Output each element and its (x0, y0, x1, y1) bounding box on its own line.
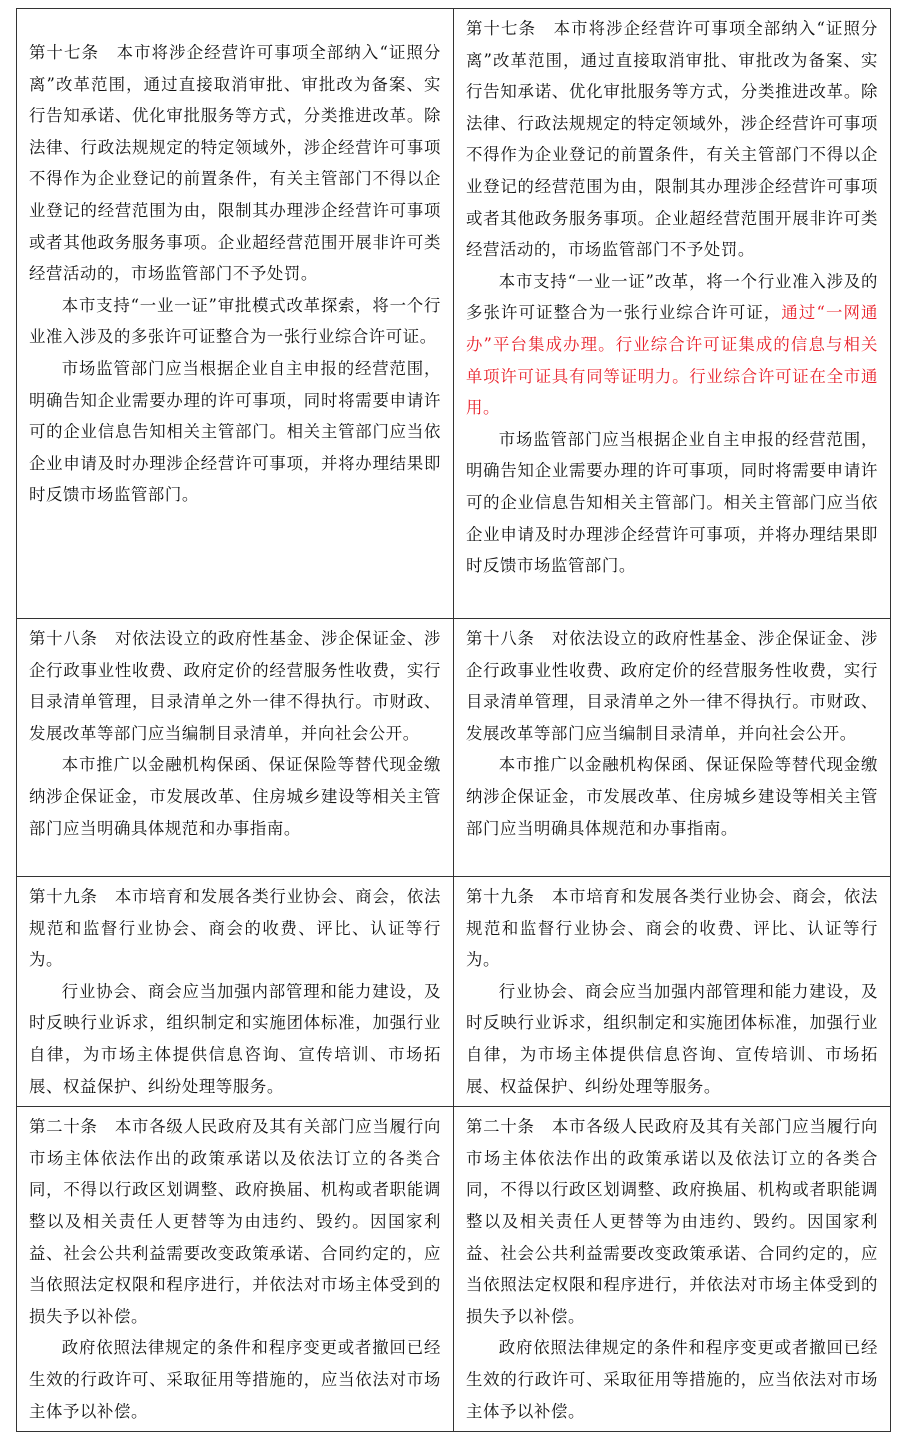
article-paragraph: 政府依照法律规定的条件和程序变更或者撤回已经生效的行政许可、采取征用等措施的，应当依法对市场主体予以补偿。 (466, 1338, 878, 1421)
table-row-article-18 (17, 619, 891, 877)
article-paragraph: 行业协会、商会应当加强内部管理和能力建设，及时反映行业诉求，组织制定和实施团体标准，加强行业自律，为市场主体提供信息咨询、宣传培训、市场拓展、权益保护、纠纷处理等服务。 (29, 981, 441, 1096)
article-paragraph: 本市推广以金融机构保函、保证保险等替代现金缴纳涉企保证金，市发展改革、住房城乡建设等相关主管部门应当明确具体规范和办事指南。 (29, 755, 441, 838)
article-paragraph: 第十八条 对依法设立的政府性基金、涉企保证金、涉企行政事业性收费、政府定价的经营服务性收费，实行目录清单管理，目录清单之外一律不得执行。市财政、发展改革等部门应当编制目录清单，并向社会公开。 (29, 629, 441, 743)
article-paragraph: 第十九条 本市培育和发展各类行业协会、商会，依法规范和监督行业协会、商会的收费、评比、认证等行为。 (466, 887, 878, 970)
article-paragraph: 本市支持“一业一证”审批模式改革探索，将一个行业准入涉及的多张许可证整合为一张行业综合许可证。 (29, 295, 441, 347)
article-paragraph: 市场监管部门应当根据企业自主申报的经营范围，明确告知企业需要办理的许可事项，同时将需要申请许可的企业信息告知相关主管部门。相关主管部门应当依企业申请及时办理涉企经营许可事项，并将办理结果即时反馈市场监管部门。 (29, 358, 441, 505)
new-text-cell (454, 619, 891, 877)
table-row-article-20 (17, 1107, 891, 1432)
comparison-table (16, 8, 891, 1432)
old-text-cell (17, 877, 454, 1107)
unchanged-text: 本市支持“一业一证”改革，将一个行业准入涉及的多张许可证整合为一张行业综合许可证， (466, 271, 878, 323)
article-paragraph: 第二十条 本市各级人民政府及其有关部门应当履行向市场主体依法作出的政策承诺以及依法订立的各类合同，不得以行政区划调整、政府换届、机构或者职能调整以及相关责任人更替等为由违约、毁约。因国家利益、社会公共利益需要改变政策承诺、合同约定的，应当依照法定权限和程序进行，并依法对市场主体受到的损失予以补偿。 (29, 1117, 441, 1326)
highlighted-new-text: 通过“一网通办”平台集成办理。行业综合许可证集成的信息与相关单项许可证具有同等证明力。行业综合许可证在全市通用。 (466, 303, 878, 418)
article-paragraph: 市场监管部门应当根据企业自主申报的经营范围，明确告知企业需要办理的许可事项，同时将需要申请许可的企业信息告知相关主管部门。相关主管部门应当依企业申请及时办理涉企经营许可事项，并将办理结果即时反馈市场监管部门。 (466, 429, 878, 576)
article-paragraph: 第十七条 本市将涉企经营许可事项全部纳入“证照分离”改革范围，通过直接取消审批、审批改为备案、实行告知承诺、优化审批服务等方式，分类推进改革。除法律、行政法规规定的特定领域外，涉企经营许可事项不得作为企业登记的前置条件，有关主管部门不得以企业登记的经营范围为由，限制其办理涉企经营许可事项或者其他政务服务事项。企业超经营范围开展非许可类经营活动的，市场监管部门不予处罚。 (466, 19, 878, 260)
old-text-cell (17, 9, 454, 619)
old-text-cell (17, 1107, 454, 1432)
article-paragraph: 第十九条 本市培育和发展各类行业协会、商会，依法规范和监督行业协会、商会的收费、评比、认证等行为。 (29, 887, 441, 970)
new-text-cell (454, 877, 891, 1107)
table-row-article-17 (17, 9, 891, 619)
new-text-cell (454, 1107, 891, 1432)
old-text-cell (17, 619, 454, 877)
article-paragraph: 行业协会、商会应当加强内部管理和能力建设，及时反映行业诉求，组织制定和实施团体标准，加强行业自律，为市场主体提供信息咨询、宣传培训、市场拓展、权益保护、纠纷处理等服务。 (466, 981, 878, 1096)
comparison-document (16, 8, 890, 1432)
article-paragraph: 政府依照法律规定的条件和程序变更或者撤回已经生效的行政许可、采取征用等措施的，应当依法对市场主体予以补偿。 (29, 1338, 441, 1421)
article-paragraph-amended (466, 266, 878, 424)
article-paragraph: 第二十条 本市各级人民政府及其有关部门应当履行向市场主体依法作出的政策承诺以及依法订立的各类合同，不得以行政区划调整、政府换届、机构或者职能调整以及相关责任人更替等为由违约、毁约。因国家利益、社会公共利益需要改变政策承诺、合同约定的，应当依照法定权限和程序进行，并依法对市场主体受到的损失予以补偿。 (466, 1117, 878, 1326)
article-paragraph: 本市推广以金融机构保函、保证保险等替代现金缴纳涉企保证金，市发展改革、住房城乡建设等相关主管部门应当明确具体规范和办事指南。 (466, 755, 878, 838)
table-row-article-19 (17, 877, 891, 1107)
article-paragraph: 第十七条 本市将涉企经营许可事项全部纳入“证照分离”改革范围，通过直接取消审批、审批改为备案、实行告知承诺、优化审批服务等方式，分类推进改革。除法律、行政法规规定的特定领域外，涉企经营许可事项不得作为企业登记的前置条件，有关主管部门不得以企业登记的经营范围为由，限制其办理涉企经营许可事项或者其他政务服务事项。企业超经营范围开展非许可类经营活动的，市场监管部门不予处罚。 (29, 43, 441, 284)
new-text-cell (454, 9, 891, 619)
article-paragraph: 第十八条 对依法设立的政府性基金、涉企保证金、涉企行政事业性收费、政府定价的经营服务性收费，实行目录清单管理，目录清单之外一律不得执行。市财政、发展改革等部门应当编制目录清单，并向社会公开。 (466, 629, 878, 743)
